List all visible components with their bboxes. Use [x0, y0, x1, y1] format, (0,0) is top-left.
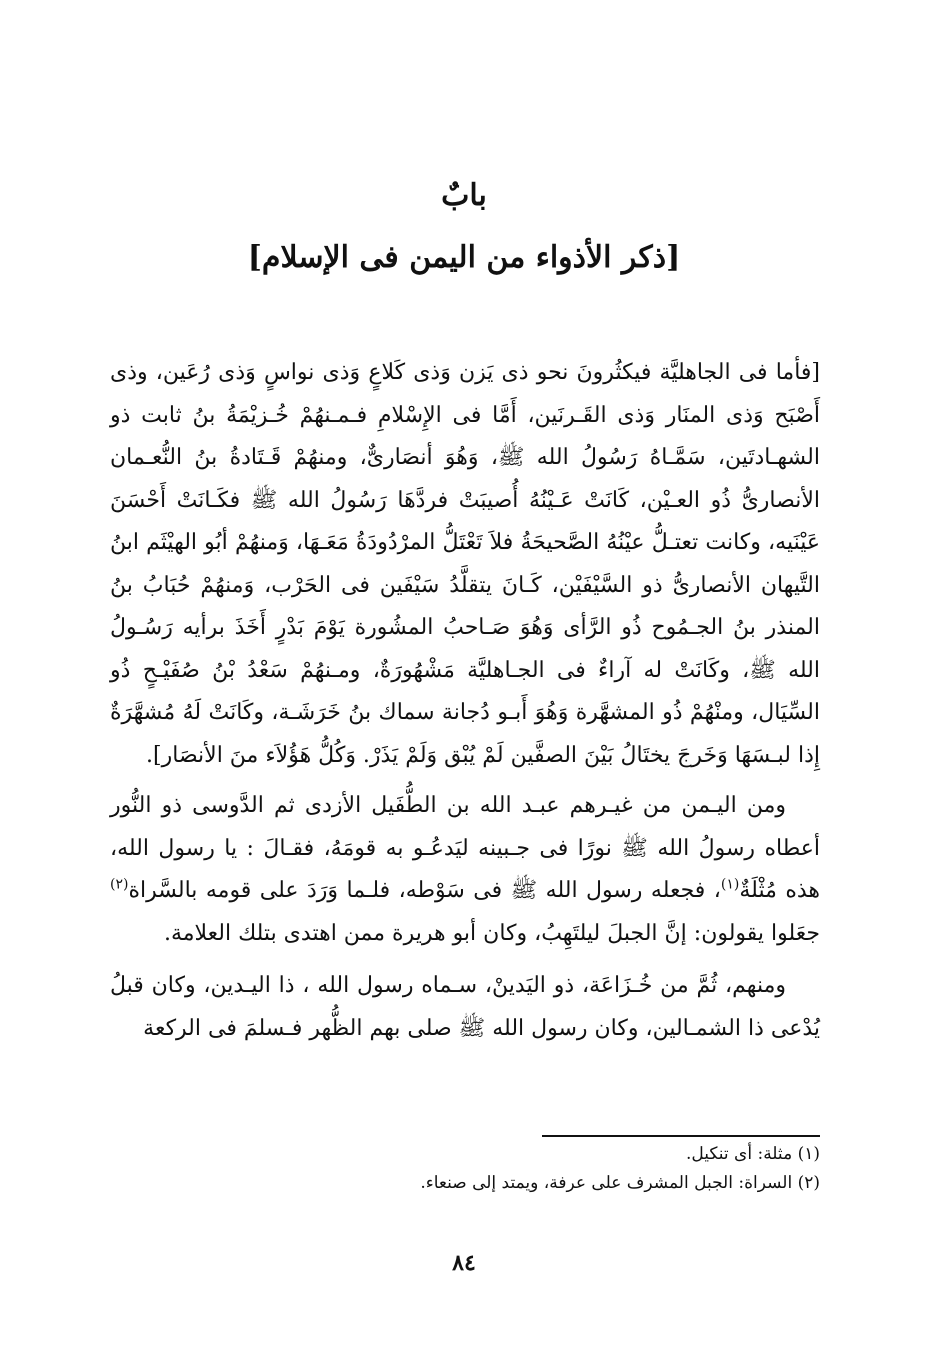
body-text — [110, 352, 820, 1050]
footnotes — [110, 1140, 820, 1198]
paragraph-2-part-b: ، فجعله رسول الله ﷺ فى سَوْطه، فلـما وَرَدَ على قومه بالسَّراة — [128, 878, 721, 903]
paragraph-1: [فأما فى الجاهليَّة فيكثُرونَ نحو ذى يَزن وَذى كَلاعٍ وَذى نواسٍ وَذى رُعَين، وذى أَصْبَح وَذى المنَار وَذى القَـرنَين، أَمَّا فى الإِسْلامِ فـمـنهُمْ خُـزيْمَةُ بنُ ثابت ذو الشهـادتَين، سَمَّـاهُ رَسُولُ الله ﷺ، وَهُوَ أنصَارىٌّ، ومنهُمْ قَـتَادةُ بنُ النُّعـمان الأنصارىُّ ذُو العـيْن، كَانَتْ عَـيْنُهُ أُصيبَتْ فردَّهَا رَسُولُ الله ﷺ فكَـانَتْ أَحْسَنَ عَيْنَيه، وكانت تعتـلُّ عيْنُهُ الصَّحيحَةُ فلاَ تَعْتَلُّ المرْدُودَةُ مَعَـهَا، وَمنهُمْ أبُو الهيْثَم ابنُ التَّيهان الأنصارىُّ ذو السَّيْفَيْن، كَـانَ يتقلَّدُ سَيْفَين فى الحَرْب، وَمنهُمْ حُبَابُ بنُ المنذر بنُ الجـمُوح ذُو الرَّأى وَهُوَ صَـاحبُ المشُورة يَوْمَ بَدْرٍ أَخَذَ برأيه رَسُـولُ الله ﷺ، وكَانَتْ له آراءٌ فى الجـاهليَّة مَشْهُورَةٌ، ومـنهُمْ سَعْدُ بْنُ صُفَيْـحٍ ذُو السِّيَال، ومنْهُمْ ذُو المشهَّرة وَهُوَ أَبـو دُجانة سماك بنُ خَرَشَـة، وكَانَتْ لَهُ مُشهَّرَةٌ إِذا لبـسَهَا وَخَرجَ يختَالُ بَيْنَ الصفَّين لَمْ يُبْق وَلَمْ يَذَرْ. وَكُلُّ هَؤُلاَء منَ الأنصَار]. — [110, 360, 821, 768]
paragraph-3: ومنهم، ثُمَّ من خُـزَاعَة، ذو اليَدينْ، سـماه رسول الله ، ذا اليـدين، وكان قبلُ يُدْعى ذا الشمـالين، وكان رسول الله ﷺ صلى بهم الظُّهر فـسلمَ فى الركعة — [110, 973, 820, 1041]
chapter-title: [ذكر الأذواء من اليمن فى الإسلام] — [247, 240, 681, 275]
paragraph-2-part-c: جعَلوا يقولون: إنَّ الجبلَ ليلتَهِبُ، وكان أبو هريرة ممن اهتدى بتلك العلامة. — [163, 920, 820, 946]
paragraph-2-part-a: ومن اليـمن من غيـرهم عبـد الله بن الطُّفَيل الأزدى ثم الدَّوسى ذو النُّور أعطاه رسولُ الله ﷺ نورًا فى جـبينه ليَدعُـو به قومَهُ، فقـالَ : يا رسول الله، هذه مُثْلَةٌ — [110, 793, 821, 903]
footnote-1: (١) مثلة: أى تنكيل. — [685, 1144, 820, 1164]
footnote-ref-2[interactable]: (٢) — [110, 876, 129, 893]
footnote-divider — [542, 1135, 820, 1137]
chapter-label: بابٌ — [441, 178, 487, 213]
footnote-ref-1[interactable]: (١) — [720, 876, 740, 893]
paragraph-2 — [110, 785, 820, 955]
page-number: ٨٤ — [452, 1250, 476, 1276]
footnote-2: (٢) السراة: الجبل المشرف على عرفة، ويمتد إلى صنعاء. — [420, 1173, 820, 1193]
